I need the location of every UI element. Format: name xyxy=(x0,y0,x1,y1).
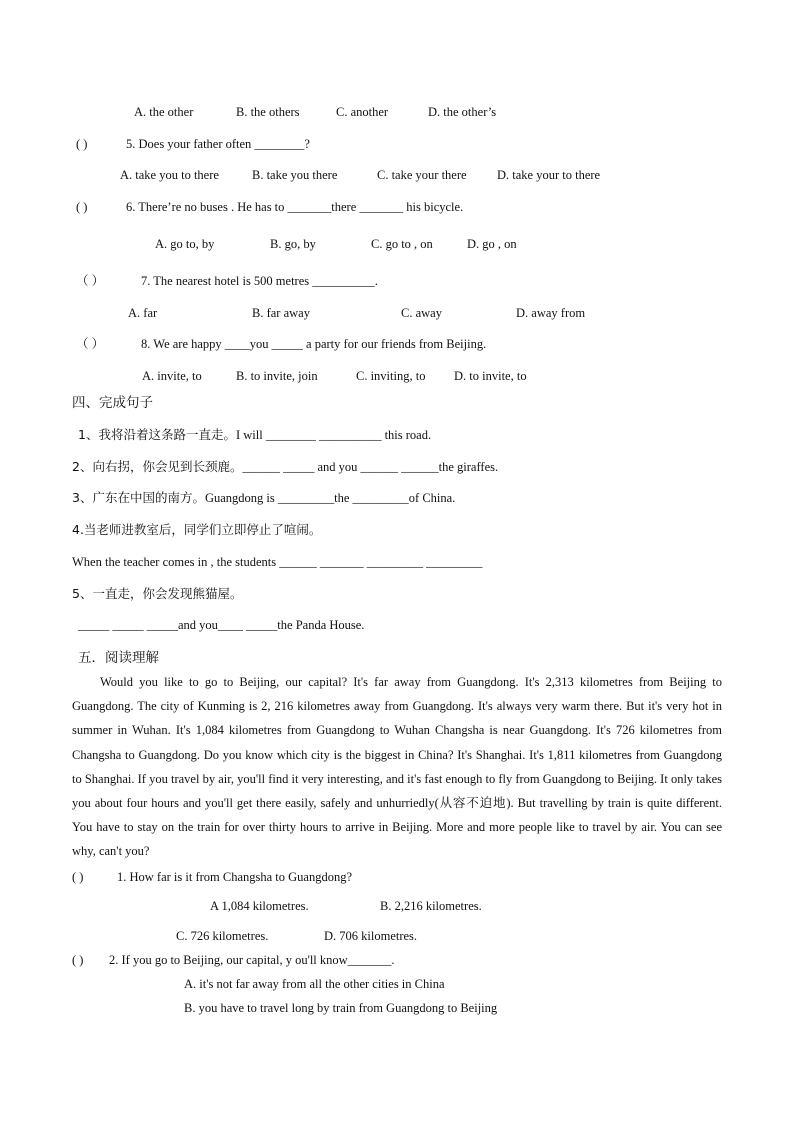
sentence-1-english: I will ________ __________ this road. xyxy=(235,428,432,442)
q4-option-a: A. the other xyxy=(134,105,194,119)
q5-option-a: A. take you to there xyxy=(120,168,219,182)
q5-stem: 5. Does your father often ________? xyxy=(126,137,310,151)
sentence-3-english: Guangdong is _________the _________of China. xyxy=(204,491,456,505)
q4-option-b: B. the others xyxy=(236,105,300,119)
q5-option-d: D. take your to there xyxy=(497,168,601,182)
sentence-2-chinese: 2、向右拐，你会见到长颈鹿。 xyxy=(72,459,243,474)
r1-option-c: C. 726 kilometres. xyxy=(176,929,269,943)
sentence-5-chinese: 5、一直走，你会发现熊猫屋。 xyxy=(72,586,243,601)
q8-option-d: D. to invite, to xyxy=(454,369,527,383)
q7-option-b: B. far away xyxy=(252,306,310,320)
sentence-1 xyxy=(78,427,431,443)
q7-option-a: A. far xyxy=(128,306,158,320)
section4-heading: 四、完成句子 xyxy=(72,395,153,411)
q4-option-c: C. another xyxy=(336,105,389,119)
sentence-1-chinese: 1、我将沿着这条路一直走。 xyxy=(78,427,236,442)
r1-paren: ( ) xyxy=(72,870,84,884)
r2-paren: ( ) xyxy=(72,953,84,967)
q8-option-b: B. to invite, join xyxy=(236,369,318,383)
q5-paren: ( ) xyxy=(76,137,88,151)
q6-option-a: A. go to, by xyxy=(155,237,215,251)
q6-option-b: B. go, by xyxy=(270,237,316,251)
sentence-4-english: When the teacher comes in , the students ______ _______ _________ _________ xyxy=(72,555,483,569)
q8-stem: 8. We are happy ____you _____ a party for our friends from Beijing. xyxy=(141,337,487,351)
r1-option-d: D. 706 kilometres. xyxy=(324,929,418,943)
q8-paren: （ ） xyxy=(76,337,105,351)
q8-option-c: C. inviting, to xyxy=(356,369,426,383)
sentence-3-chinese: 3、广东在中国的南方。 xyxy=(72,490,205,505)
q4-option-d: D. the other’s xyxy=(428,105,497,119)
q7-option-c: C. away xyxy=(401,306,442,320)
q6-option-c: C. go to , on xyxy=(371,237,433,251)
sentence-4-chinese: 4.当老师进教室后，同学们立即停止了喧闹。 xyxy=(72,522,322,537)
q6-stem: 6. There’re no buses . He has to _______there _______ his bicycle. xyxy=(126,200,464,214)
sentence-2 xyxy=(72,459,498,475)
r1-option-b: B. 2,216 kilometres. xyxy=(380,899,482,913)
reading-passage: Would you like to go to Beijing, our capital? It's far away from Guangdong. It's 2,313 kilometres from Beijing to Guangdong. The city of Kunming is 2, 216 kilometres away from Guangdong. It's always very warm there. But it's very hot in summer in Wuhan. It's 1,084 kilometres from Guangdong to Wuhan Changsha is near Guangdong. It's 726 kilometres from Changsha to Guangdong. Do you know which city is the biggest in China? It's Shanghai. It's 1,811 kilometres from Guangdong to Shanghai. If you travel by air, you'll find it very interesting, and it's fast enough to fly from Guangdong to Beijing. It only takes you about four hours and you'll get there easily, safely and unhurriedly(从容不迫地). But travelling by train is quite different. You have to stay on the train for over thirty hours to arrive in Beijing. More and more people like to travel by air. You can see why, can't you? xyxy=(72,675,722,859)
r2-option-b: B. you have to travel long by train from Guangdong to Beijing xyxy=(184,1001,498,1015)
q7-paren: （ ） xyxy=(76,274,105,288)
r2-stem: 2. If you go to Beijing, our capital, y ou'll know_______. xyxy=(109,953,395,967)
section5-heading: 五．阅读理解 xyxy=(78,650,159,666)
q8-option-a: A. invite, to xyxy=(142,369,202,383)
q7-stem: 7. The nearest hotel is 500 metres __________. xyxy=(141,274,378,288)
q5-option-c: C. take your there xyxy=(377,168,467,182)
q5-option-b: B. take you there xyxy=(252,168,338,182)
sentence-2-english: ______ _____ and you ______ ______the giraffes. xyxy=(242,460,499,474)
q7-option-d: D. away from xyxy=(516,306,586,320)
r1-option-a: A 1,084 kilometres. xyxy=(210,899,309,913)
r1-stem: 1. How far is it from Changsha to Guangdong? xyxy=(117,870,353,884)
r2-option-a: A. it's not far away from all the other cities in China xyxy=(184,977,445,991)
sentence-5-english: _____ _____ _____and you____ _____the Panda House. xyxy=(78,618,365,632)
q6-paren: ( ) xyxy=(76,200,88,214)
q6-option-d: D. go , on xyxy=(467,237,517,251)
sentence-3 xyxy=(72,490,455,506)
